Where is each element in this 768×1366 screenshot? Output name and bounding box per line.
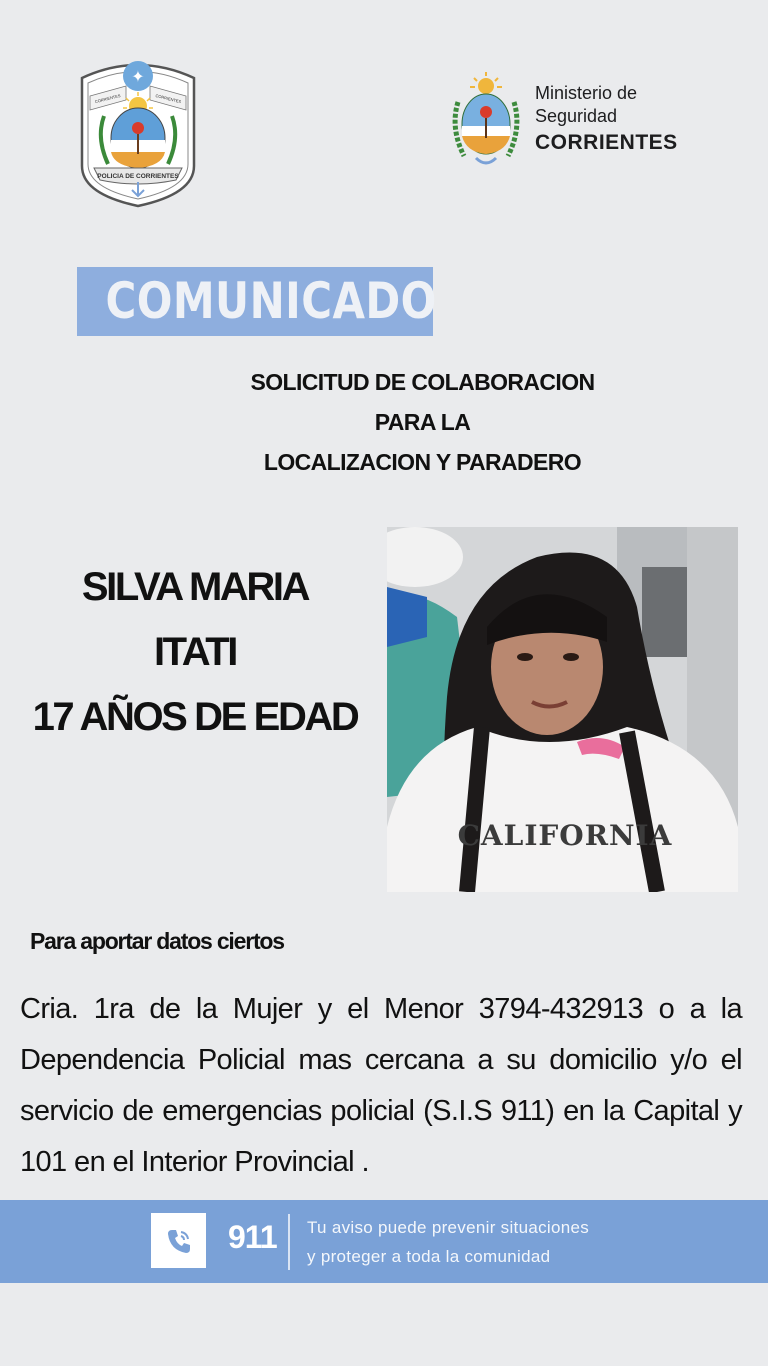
person-name-line-1: SILVA MARIA (81, 565, 309, 609)
footer-message-line-1: Tu aviso puede prevenir situaciones (307, 1218, 590, 1237)
ministry-seal-logo (450, 72, 522, 168)
banner-title: COMUNICADO (105, 272, 437, 330)
footer-message-line-2: y proteger a toda la comunidad (307, 1247, 551, 1266)
comunicado-banner (77, 267, 437, 336)
person-info (20, 555, 370, 750)
request-heading (180, 362, 665, 482)
police-band-left-text: CORRIENTES (94, 92, 121, 105)
ministry-name (535, 82, 735, 158)
footer-bar (0, 1200, 768, 1283)
emergency-number: 911 (228, 1219, 277, 1255)
ministry-line-2: Seguridad (535, 106, 618, 126)
person-photo-image (387, 527, 738, 892)
photo-shirt-text: CALIFORNIA (457, 819, 673, 852)
request-line-2: PARA LA (374, 409, 471, 435)
missing-person-photo (387, 527, 738, 892)
ministry-line-3: CORRIENTES (535, 131, 678, 154)
person-age: 17 AÑOS DE EDAD (32, 695, 358, 739)
phone-button[interactable] (151, 1213, 206, 1268)
footer-divider (288, 1214, 290, 1270)
footer-message (307, 1213, 647, 1271)
police-badge-logo (74, 56, 202, 208)
province-seal-icon (450, 72, 522, 168)
phone-icon (164, 1226, 194, 1256)
police-band-right-text: CORRIENTES (155, 92, 182, 105)
request-line-3: LOCALIZACION Y PARADERO (263, 449, 582, 475)
police-shield-icon (74, 56, 202, 208)
request-line-1: SOLICITUD DE COLABORACION (250, 369, 595, 395)
person-name-line-2: ITATI (153, 630, 237, 674)
ministry-line-1: Ministerio de (535, 83, 638, 103)
police-badge-text: POLICIA DE CORRIENTES (97, 173, 179, 180)
contact-body: Cria. 1ra de la Mujer y el Menor 3794-432913 o a la Dependencia Policial mas cercana a su domicilio y/o el servicio de emergencias policial (S.I.S 911) en la Capital y 101 en el Interior Provincial . (20, 993, 742, 1178)
contact-heading: Para aportar datos ciertos (30, 928, 284, 954)
svg-text:✦: ✦ (131, 67, 145, 86)
